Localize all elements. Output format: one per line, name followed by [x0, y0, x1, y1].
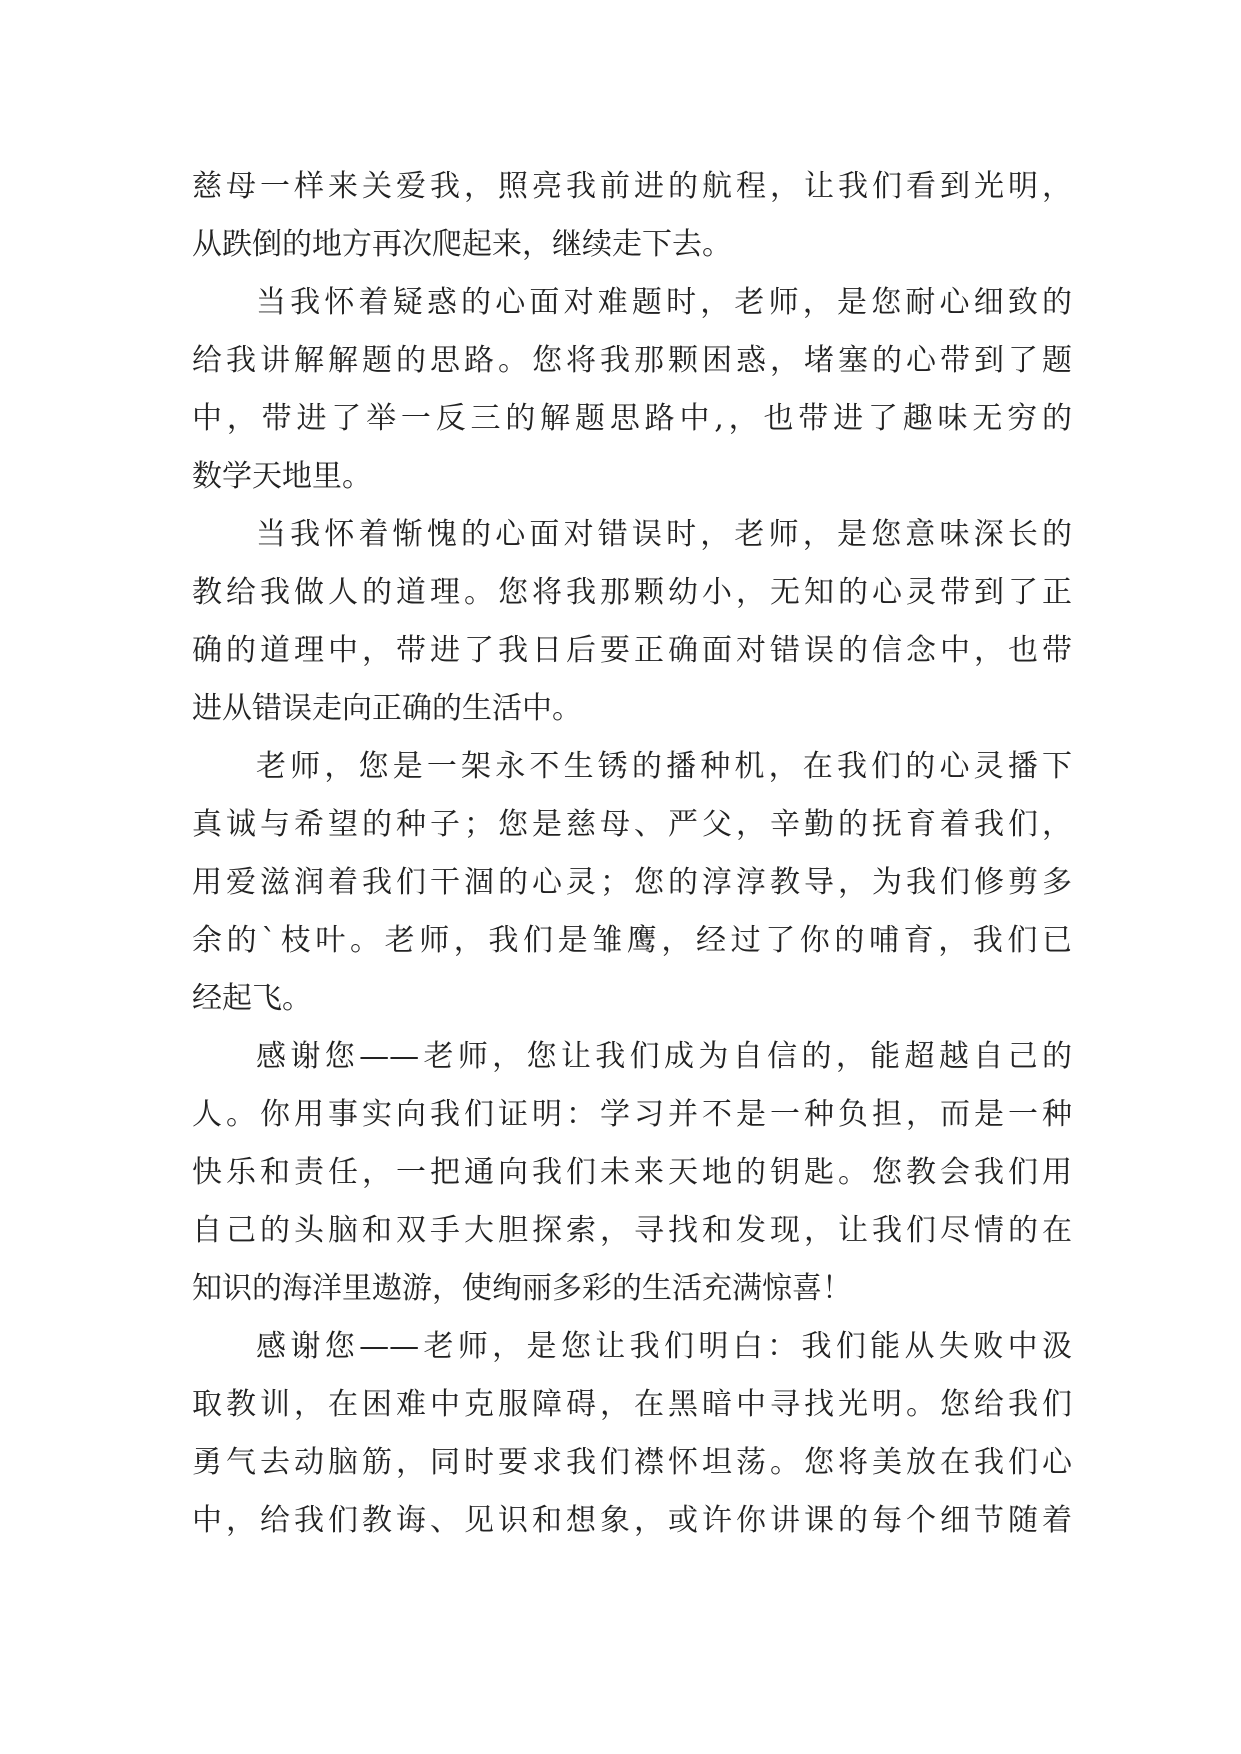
text-line: 真诚与希望的种子；您是慈母、严父，辛勤的抚育着我们，	[192, 807, 1072, 842]
text-line: 知识的海洋里遨游，使绚丽多彩的生活充满惊喜！	[192, 1271, 852, 1306]
text-line: 确的道理中，带进了我日后要正确面对错误的信念中，也带	[192, 633, 1072, 668]
text-line: 快乐和责任，一把通向我们未来天地的钥匙。您教会我们用	[192, 1155, 1072, 1190]
text-line: 余的`枝叶。老师，我们是雏鹰，经过了你的哺育，我们已	[192, 923, 1072, 958]
text-line: 用爱滋润着我们干涸的心灵；您的淳淳教导，为我们修剪多	[192, 865, 1072, 900]
text-line: 慈母一样来关爱我，照亮我前进的航程，让我们看到光明，	[192, 169, 1072, 204]
text-line: 勇气去动脑筋，同时要求我们襟怀坦荡。您将美放在我们心	[192, 1445, 1072, 1480]
text-line: 数学天地里。	[192, 459, 372, 494]
text-line: 当我怀着惭愧的心面对错误时，老师，是您意味深长的	[256, 517, 1072, 552]
text-line: 教给我做人的道理。您将我那颗幼小，无知的心灵带到了正	[192, 575, 1072, 610]
text-line: 进从错误走向正确的生活中。	[192, 691, 582, 726]
text-line: 感谢您——老师，您让我们成为自信的，能超越自己的	[256, 1039, 1072, 1074]
text-line: 给我讲解解题的思路。您将我那颗困惑，堵塞的心带到了题	[192, 343, 1072, 378]
document-body	[192, 158, 1072, 1550]
text-line: 取教训，在困难中克服障碍，在黑暗中寻找光明。您给我们	[192, 1387, 1072, 1422]
text-line: 当我怀着疑惑的心面对难题时，老师，是您耐心细致的	[256, 285, 1072, 320]
text-line: 老师，您是一架永不生锈的播种机，在我们的心灵播下	[256, 749, 1072, 784]
text-line: 经起飞。	[192, 981, 312, 1016]
text-line: 从跌倒的地方再次爬起来，继续走下去。	[192, 227, 732, 262]
text-line: 人。你用事实向我们证明：学习并不是一种负担，而是一种	[192, 1097, 1072, 1132]
text-line: 中，给我们教诲、见识和想象，或许你讲课的每个细节随着	[192, 1503, 1072, 1538]
text-line: 中，带进了举一反三的解题思路中,，也带进了趣味无穷的	[192, 401, 1072, 436]
text-line: 感谢您——老师，是您让我们明白：我们能从失败中汲	[256, 1329, 1072, 1364]
text-line: 自己的头脑和双手大胆探索，寻找和发现，让我们尽情的在	[192, 1213, 1072, 1248]
